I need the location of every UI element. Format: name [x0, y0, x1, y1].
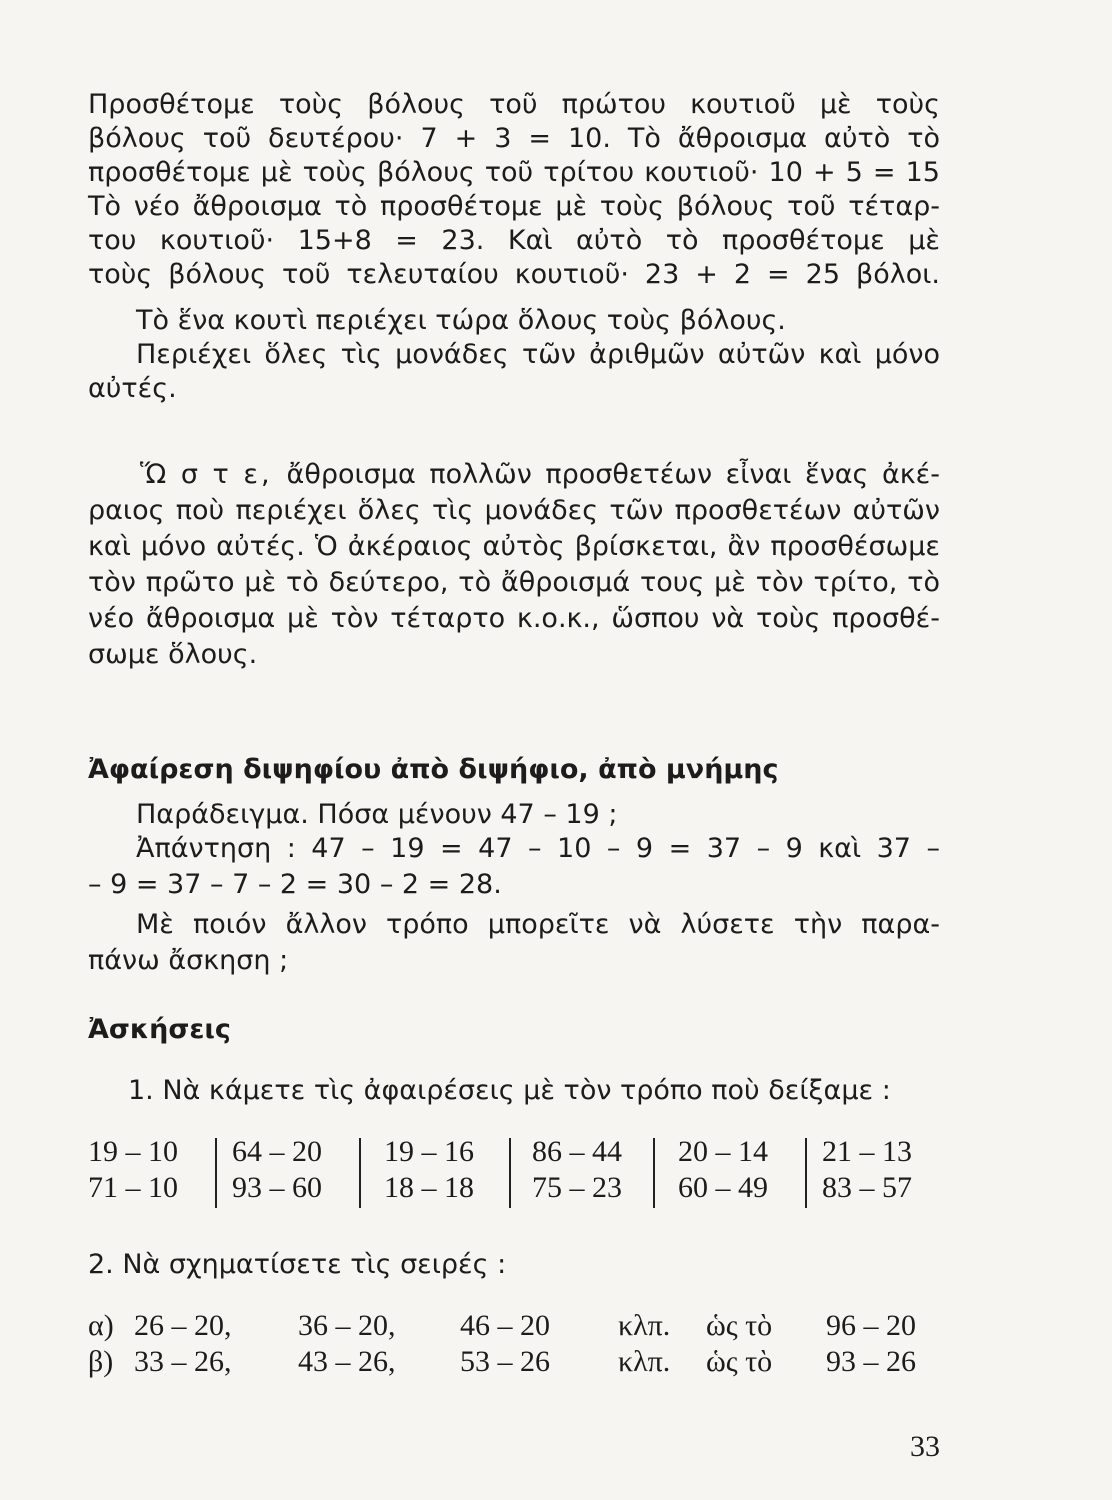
box-sentence	[88, 304, 940, 338]
rule-paragraph	[88, 458, 940, 668]
exercise1-column	[88, 1134, 206, 1214]
rule-line: τὸν πρῶτο μὲ τὸ δεύτερο, τὸ ἄθροισμά τους μὲ τὸν τρίτο, τὸ	[88, 567, 940, 598]
series-row-a	[88, 1308, 940, 1344]
series-term: 53 – 26	[460, 1345, 550, 1378]
intro-line: βόλους τοῦ δευτέρου· 7 + 3 = 10. Τὸ ἄθροισμα αὐτὸ τὸ	[88, 123, 940, 154]
series-label: β)	[88, 1345, 114, 1378]
intro-line: προσθέτομε μὲ τοὺς βόλους τοῦ τρίτου κουτιοῦ· 10 + 5 = 15	[88, 157, 940, 188]
series-etc: κλπ.	[618, 1309, 671, 1342]
series-term: 26 – 20,	[134, 1309, 232, 1342]
example-block	[88, 798, 940, 902]
exercise1-cell: 86 – 44	[532, 1135, 622, 1168]
series-term: 33 – 26,	[134, 1345, 232, 1378]
column-divider	[653, 1138, 655, 1208]
rule-line: ραιος ποὺ περιέχει ὅλες τὶς μονάδες τῶν προσθετέων αὐτῶν	[88, 495, 940, 526]
exercise1-cell: 60 – 49	[678, 1171, 768, 1204]
exercise1-cell: 19 – 16	[384, 1135, 474, 1168]
exercise2-instruction-block	[88, 1248, 940, 1282]
column-divider	[509, 1138, 511, 1208]
exercise1-cell: 20 – 14	[678, 1135, 768, 1168]
rule-lead: Ὥ σ τ ε,	[140, 459, 273, 490]
exercise1-cell: 64 – 20	[232, 1135, 322, 1168]
example-answer-line2: – 9 = 37 – 7 – 2 = 30 – 2 = 28.	[88, 869, 502, 900]
column-divider	[805, 1138, 807, 1208]
exercise1-column	[232, 1134, 352, 1214]
exercise1-cell: 71 – 10	[88, 1171, 178, 1204]
exercise2-instruction: 2. Νὰ σχηματίσετε τὶς σειρές :	[88, 1249, 507, 1280]
contains-line: αὐτές.	[88, 373, 177, 404]
section-heading: Ἀφαίρεση διψηφίου ἀπὸ διψήφιο, ἀπὸ μνήμης	[88, 754, 779, 785]
series-term: 46 – 20	[460, 1309, 550, 1342]
series-row-b	[88, 1344, 940, 1380]
rule-first-line	[140, 458, 940, 492]
column-divider	[359, 1138, 361, 1208]
series-term: 36 – 20,	[298, 1309, 396, 1342]
exercise1-column	[532, 1134, 654, 1214]
exercise1-column	[822, 1134, 940, 1214]
intro-line: τοὺς βόλους τοῦ τελευταίου κουτιοῦ· 23 + 2 = 25 βόλοι.	[88, 259, 940, 290]
question-line: Μὲ ποιόν ἄλλον τρόπο μπορεῖτε νὰ λύσετε τὴν παρα-	[136, 909, 940, 940]
rule-line: καὶ μόνο αὐτές. Ὁ ἀκέραιος αὐτὸς βρίσκεται, ἂν προσθέσωμε	[88, 531, 940, 562]
contains-paragraph	[88, 338, 940, 406]
example-prompt: Παράδειγμα. Πόσα μένουν 47 – 19 ;	[136, 799, 618, 830]
series-term: 43 – 26,	[298, 1345, 396, 1378]
series-upto: ὡς τὸ	[706, 1345, 773, 1378]
contains-line: Περιέχει ὅλες τὶς μονάδες τῶν ἀριθμῶν αὐτῶν καὶ μόνο	[136, 339, 940, 370]
series-upto: ὡς τὸ	[706, 1309, 773, 1342]
exercise1-instruction-block	[88, 1074, 940, 1108]
question-line: πάνω ἄσκηση ;	[88, 945, 289, 976]
series-etc: κλπ.	[618, 1345, 671, 1378]
exercise1-cell: 19 – 10	[88, 1135, 178, 1168]
exercise1-cell: 75 – 23	[532, 1171, 622, 1204]
exercise1-column	[678, 1134, 802, 1214]
column-divider	[215, 1138, 217, 1208]
box-sentence-text: Τὸ ἕνα κουτὶ περιέχει τώρα ὅλους τοὺς βόλους.	[136, 305, 786, 336]
intro-line: Προσθέτομε τοὺς βόλους τοῦ πρώτου κουτιοῦ μὲ τοὺς	[88, 89, 940, 120]
exercise1-column	[384, 1134, 504, 1214]
question-paragraph	[88, 908, 940, 976]
example-answer-line1: Ἀπάντηση : 47 – 19 = 47 – 10 – 9 = 37 – 9 καὶ 37 –	[136, 833, 940, 864]
exercise1-cell: 21 – 13	[822, 1135, 912, 1168]
rule-line: νέο ἄθροισμα μὲ τὸν τέταρτο κ.ο.κ., ὥσπου νὰ τοὺς προσθέ-	[88, 603, 940, 634]
series-last: 96 – 20	[826, 1309, 916, 1342]
rule-line: ἄθροισμα πολλῶν προσθετέων εἶναι ἕνας ἀκέ-	[286, 459, 940, 490]
rule-line: σωμε ὅλους.	[88, 639, 258, 670]
intro-line: Τὸ νέο ἄθροισμα τὸ προσθέτομε μὲ τοὺς βόλους τοῦ τέταρ-	[88, 191, 940, 222]
exercise1-instruction: 1. Νὰ κάμετε τὶς ἀφαιρέσεις μὲ τὸν τρόπο ποὺ δείξαμε :	[128, 1075, 891, 1106]
exercise1-table	[88, 1134, 940, 1214]
intro-line: του κουτιοῦ· 15+8 = 23. Καὶ αὐτὸ τὸ προσθέτομε μὲ	[88, 225, 940, 256]
intro-paragraph	[88, 88, 940, 298]
exercise1-cell: 18 – 18	[384, 1171, 474, 1204]
exercises-heading: Ἀσκήσεις	[88, 1014, 231, 1045]
page-number: 33	[910, 1430, 940, 1463]
series-label: α)	[88, 1309, 114, 1342]
series-last: 93 – 26	[826, 1345, 916, 1378]
exercise1-cell: 83 – 57	[822, 1171, 912, 1204]
exercise1-cell: 93 – 60	[232, 1171, 322, 1204]
